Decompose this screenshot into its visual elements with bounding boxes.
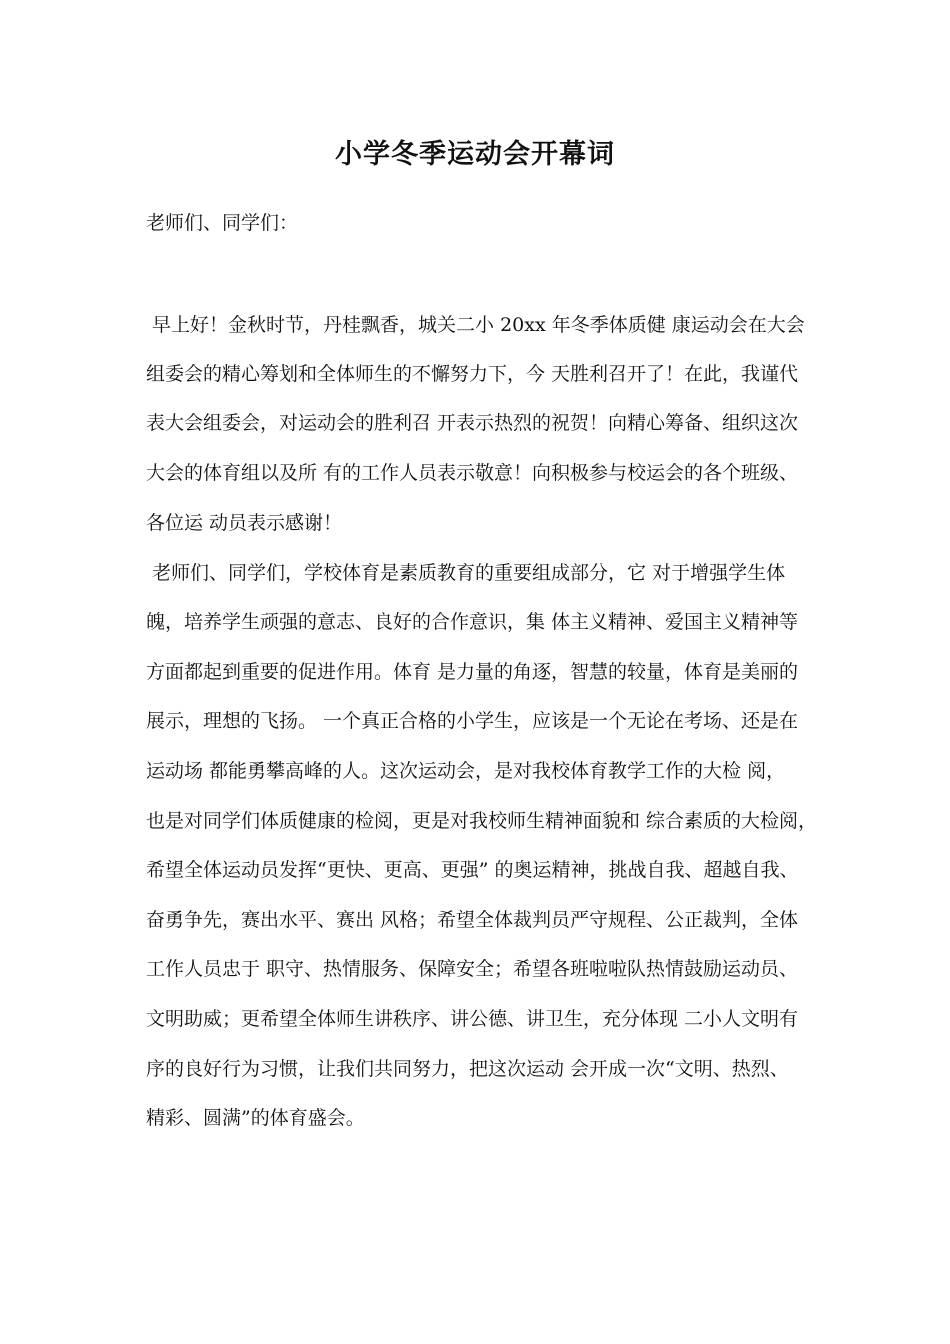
body-line: 表大会组委会，对运动会的胜利召 开表示热烈的祝贺！向精心筹备、组织这次 <box>146 412 799 434</box>
body-line: 文明助威；更希望全体师生讲秩序、讲公德、讲卫生，充分体现 二小人文明有 <box>146 1008 799 1030</box>
body-line: 序的良好行为习惯，让我们共同努力，把这次运动 会开成一次“文明、热烈、 <box>146 1058 789 1080</box>
body-line: 奋勇争先，赛出水平、赛出 风格；希望全体裁判员严守规程、公正裁判，全体 <box>146 909 799 931</box>
body-line: 方面都起到重要的促进作用。体育 是力量的角逐，智慧的较量，体育是美丽的 <box>146 661 799 683</box>
body-line: 早上好！金秋时节，丹桂飘香，城关二小 20xx 年冬季体质健 康运动会在大会 <box>146 314 805 336</box>
document-title: 小学冬季运动会开幕词 <box>335 139 615 170</box>
body-line: 各位运 动员表示感谢！ <box>146 512 343 534</box>
body-line: 魄，培养学生顽强的意志、良好的合作意识，集 体主义精神、爱国主义精神等 <box>146 611 799 633</box>
body-line: 展示，理想的飞扬。 一个真正合格的小学生，应该是一个无论在考场、还是在 <box>146 710 799 732</box>
body-line: 精彩、圆满”的体育盛会。 <box>146 1107 365 1129</box>
body-line: 大会的体育组以及所 有的工作人员表示敬意！向积极参与校运会的各个班级、 <box>146 462 799 484</box>
salutation: 老师们、同学们： <box>146 212 299 234</box>
body-line: 运动场 都能勇攀高峰的人。这次运动会，是对我校体育教学工作的大检 阅， <box>146 760 786 782</box>
body-line: 组委会的精心筹划和全体师生的不懈努力下，今 天胜利召开了！在此，我谨代 <box>146 363 799 385</box>
body-line: 也是对同学们体质健康的检阅，更是对我校师生精神面貌和 综合素质的大检阅， <box>146 810 818 832</box>
body-line: 老师们、同学们，学校体育是素质教育的重要组成部分，它 对于增强学生体 <box>146 562 786 584</box>
body-line: 工作人员忠于 职守、热情服务、保障安全；希望各班啦啦队热情鼓励运动员、 <box>146 958 799 980</box>
body-line: 希望全体运动员发挥“更快、更高、更强” 的奥运精神，挑战自我、超越自我、 <box>146 859 799 881</box>
